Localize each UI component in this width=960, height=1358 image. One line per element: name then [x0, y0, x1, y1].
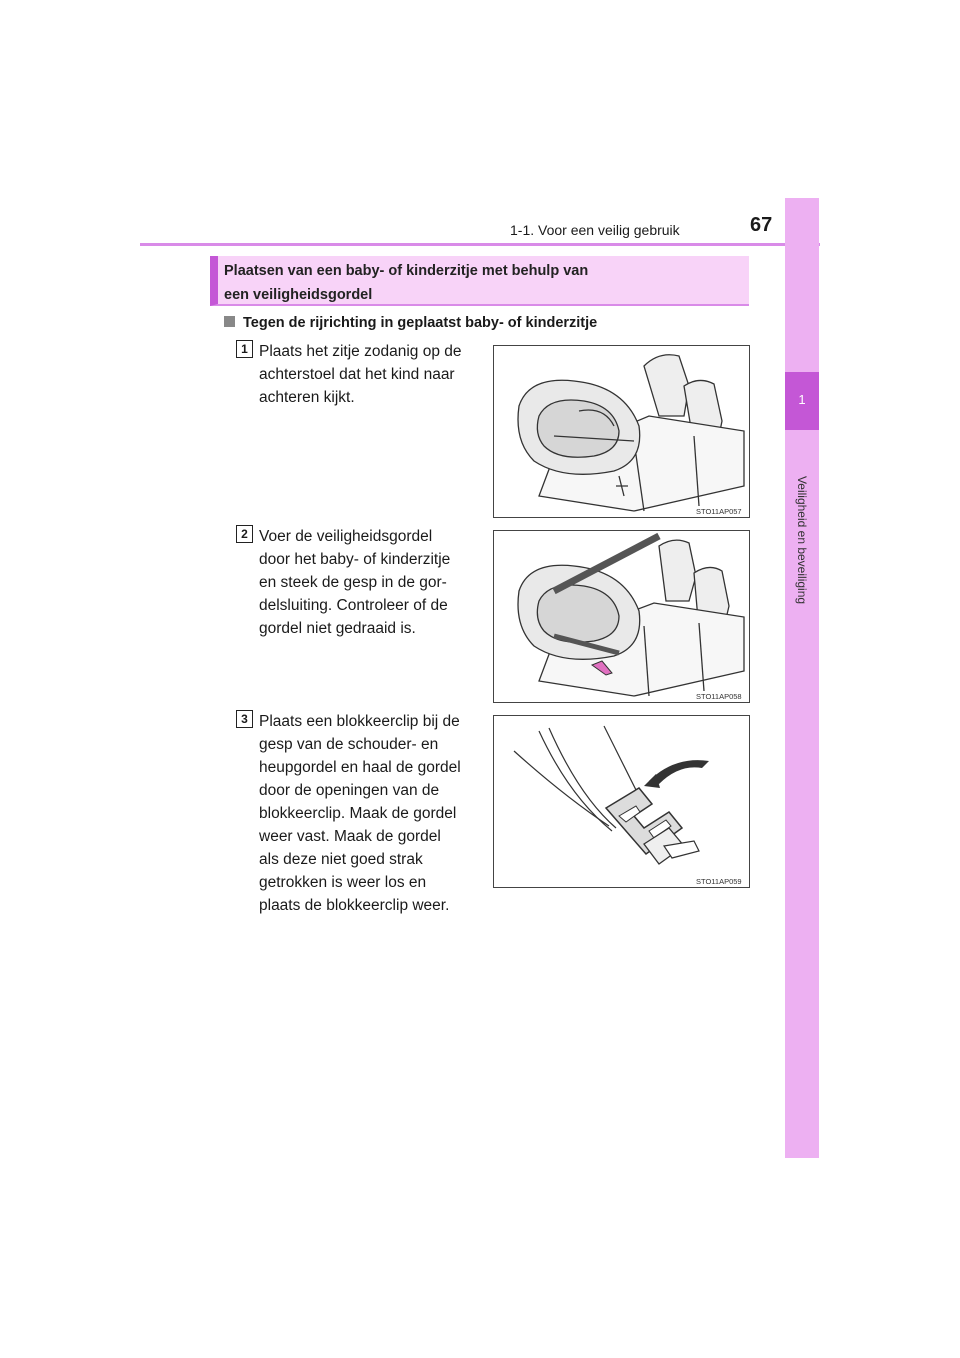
chapter-side-tab: [785, 198, 819, 1158]
step-3-line: getrokken is weer los en: [259, 874, 427, 891]
step-2-line: en steek de gesp in de gor-: [259, 574, 447, 591]
rear-facing-child-seat-illustration: [494, 346, 750, 518]
step-1-line: achteren kijkt.: [259, 389, 355, 406]
figure-3-code: STO11AP059: [696, 877, 742, 886]
step-1-line: Plaats het zitje zodanig op de: [259, 343, 462, 360]
step-2-line: gordel niet gedraaid is.: [259, 620, 416, 637]
section-title-line-2: een veiligheidsgordel: [224, 287, 373, 303]
figure-rear-facing-child-seat: [493, 345, 750, 518]
step-3-line: Plaats een blokkeerclip bij de: [259, 713, 460, 730]
step-2-line: delsluiting. Controleer of de: [259, 597, 448, 614]
section-title-line-1: Plaatsen van een baby- of kinderzitje met behulp van: [224, 263, 589, 279]
figure-locking-clip: [493, 715, 750, 888]
step-number-1: 1: [236, 340, 253, 358]
step-3-line: plaats de blokkeerclip weer.: [259, 897, 450, 914]
sub-heading-text: Tegen de rijrichting in geplaatst baby- of kinderzitje: [243, 315, 598, 331]
sub-heading: [224, 315, 597, 331]
step-2-text: [259, 525, 477, 640]
section-title: [224, 259, 744, 307]
step-number-3: 3: [236, 710, 253, 728]
chapter-number: 1: [798, 392, 806, 407]
square-bullet-icon: [224, 316, 235, 327]
step-1-text: [259, 340, 477, 409]
step-3-text: [259, 710, 477, 917]
step-3-line: door de openingen van de: [259, 782, 440, 799]
figure-1-code: STO11AP057: [696, 507, 742, 516]
step-1-line: achterstoel dat het kind naar: [259, 366, 455, 383]
page-number: 67: [750, 214, 773, 236]
step-3-line: blokkeerclip. Maak de gordel: [259, 805, 457, 822]
belt-routing-illustration: [494, 531, 750, 703]
header-rule: [140, 243, 820, 246]
step-3-line: weer vast. Maak de gordel: [259, 828, 441, 845]
step-3-line: gesp van de schouder- en: [259, 736, 439, 753]
figure-belt-routing: [493, 530, 750, 703]
step-number-2: 2: [236, 525, 253, 543]
step-2-line: door het baby- of kinderzitje: [259, 551, 451, 568]
header-section-path: 1-1. Voor een veilig gebruik: [510, 222, 680, 238]
step-3-line: heupgordel en haal de gordel: [259, 759, 461, 776]
step-3-line: als deze niet goed strak: [259, 851, 423, 868]
step-2-line: Voer de veiligheidsgordel: [259, 528, 433, 545]
locking-clip-illustration: [494, 716, 750, 888]
figure-2-code: STO11AP058: [696, 692, 742, 701]
chapter-title: Veiligheid en beveiliging: [795, 475, 809, 605]
